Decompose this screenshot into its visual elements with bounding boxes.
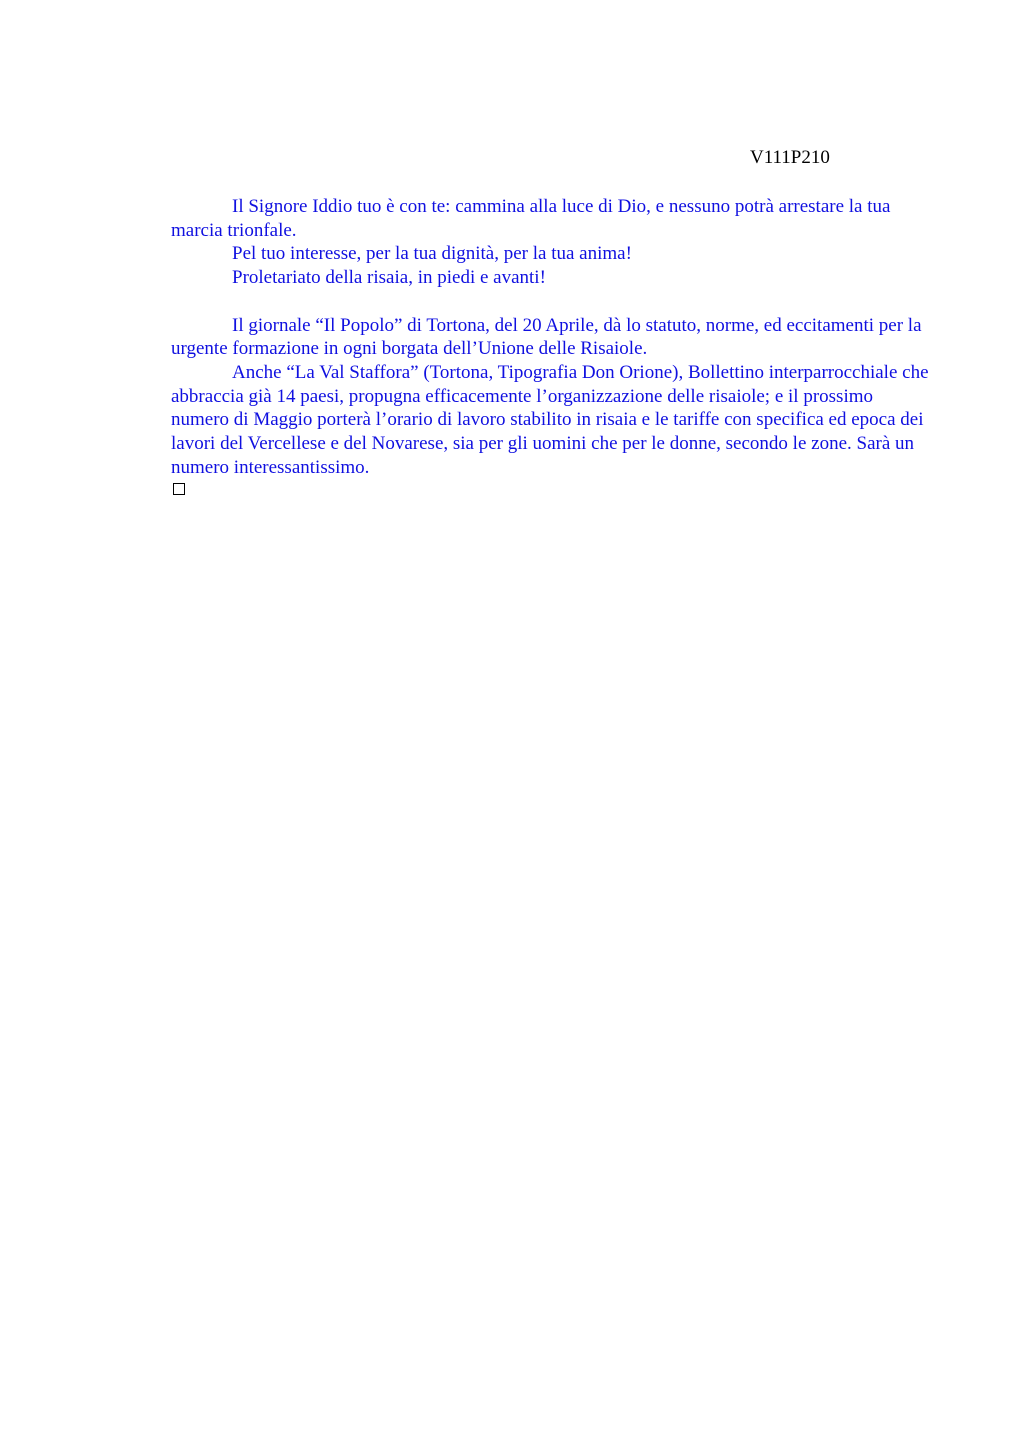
paragraph-4: Il giornale “Il Popolo” di Tortona, del 20 Aprile, dà lo statuto, norme, ed eccitamenti per la urgente formazione in ogni borgata dell’Unione delle Risaiole.: [171, 314, 922, 360]
paragraph-1: Il Signore Iddio tuo è con te: cammina alla luce di Dio, e nessuno potrà arrestare la tua marcia trionfale.: [171, 196, 891, 241]
paragraph-2: Pel tuo interesse, per la tua dignità, per la tua anima!: [232, 243, 632, 265]
page-reference: V111P210: [750, 147, 830, 168]
paragraph-5: Anche “La Val Staffora” (Tortona, Tipografia Don Orione), Bollettino interparrocchiale che abbraccia già 14 paesi, propugna efficacemente l’organizzazione delle risaiole; e il prossimo numero di Maggio porterà l’orario di lavoro stabilito in risaia e le tariffe con specifica ed epoca dei lavori del Vercellese e del Novarese, sia per gli uomini che per le donne, secondo le zone. Sarà un numero interessantissimo.: [171, 361, 929, 478]
document-body: [171, 195, 931, 479]
paragraph-3: Proletariato della risaia, in piedi e avanti!: [232, 267, 546, 289]
paragraph-gap: [171, 290, 931, 314]
empty-square-icon: [173, 483, 185, 495]
